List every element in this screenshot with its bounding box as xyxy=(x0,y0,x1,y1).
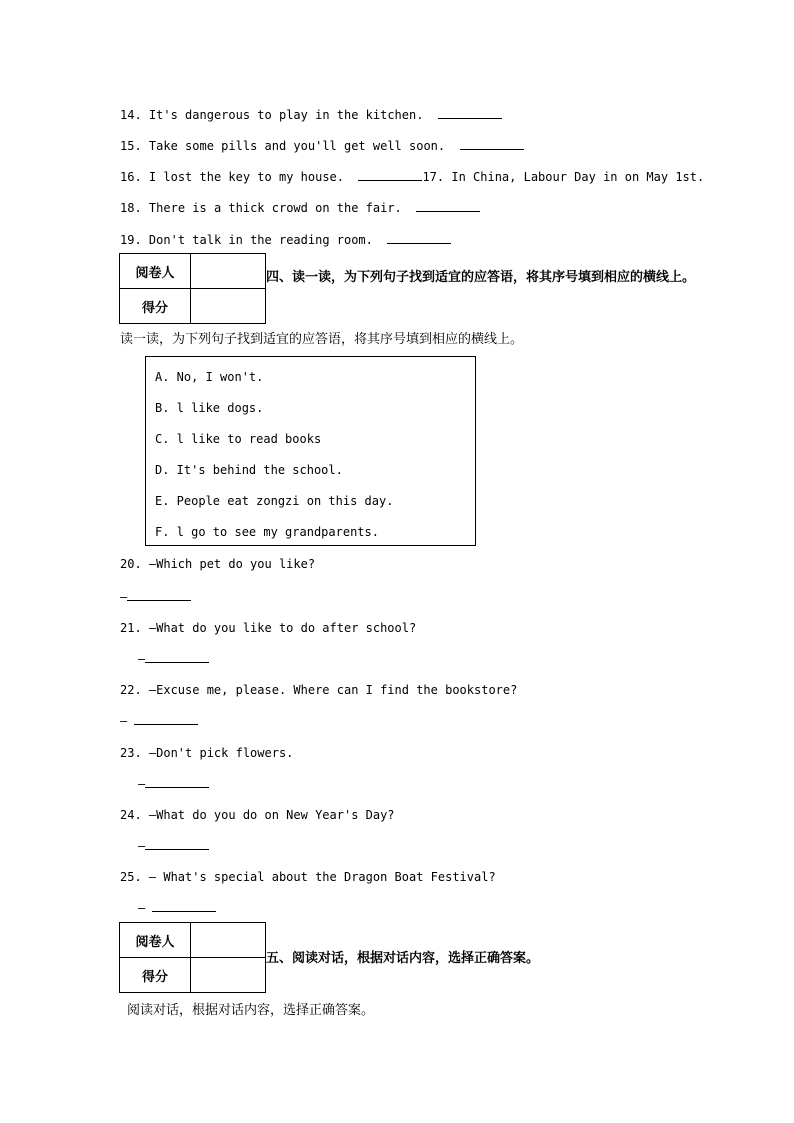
grader-cell[interactable] xyxy=(191,254,266,289)
section-4-title: 四、读一读，为下列句子找到适宜的应答语，将其序号填到相应的横线上。 xyxy=(266,270,696,285)
grader-label: 阅卷人 xyxy=(120,254,191,289)
dialog-21-question: 21. —What do you like to do after school? xyxy=(120,621,417,635)
score-label: 得分 xyxy=(120,958,191,993)
options-box xyxy=(145,356,476,546)
option-f: F. l go to see my grandparents. xyxy=(155,525,379,539)
dialog-21-answer: — xyxy=(138,650,209,667)
dialog-20-answer: — xyxy=(120,588,191,605)
score-cell[interactable] xyxy=(191,958,266,993)
section-5-instruction: 阅读对话，根据对话内容，选择正确答案。 xyxy=(127,1003,375,1018)
answer-blank[interactable] xyxy=(127,588,191,601)
score-table xyxy=(119,253,266,324)
option-d: D. It's behind the school. xyxy=(155,463,343,477)
option-e: E. People eat zongzi on this day. xyxy=(155,494,394,508)
answer-blank[interactable] xyxy=(134,712,198,725)
score-cell[interactable] xyxy=(191,289,266,324)
answer-blank[interactable] xyxy=(145,650,209,663)
answer-blank[interactable] xyxy=(145,775,209,788)
grader-cell[interactable] xyxy=(191,923,266,958)
answer-blank[interactable] xyxy=(358,168,422,181)
question-19: 19. Don't talk in the reading room. xyxy=(120,231,451,248)
dialog-25-question: 25. — What's special about the Dragon Boat Festival? xyxy=(120,870,496,884)
answer-blank[interactable] xyxy=(460,137,524,150)
score-label: 得分 xyxy=(120,289,191,324)
dialog-25-answer: — xyxy=(138,899,216,916)
dialog-23-question: 23. —Don't pick flowers. xyxy=(120,746,294,760)
answer-blank[interactable] xyxy=(145,837,209,850)
section-4-instruction: 读一读，为下列句子找到适宜的应答语，将其序号填到相应的横线上。 xyxy=(120,332,524,347)
question-15: 15. Take some pills and you'll get well soon. xyxy=(120,137,524,154)
answer-blank[interactable] xyxy=(387,231,451,244)
dialog-23-answer: — xyxy=(138,775,209,792)
score-table xyxy=(119,922,266,993)
question-14: 14. It's dangerous to play in the kitchen. xyxy=(120,106,502,123)
question-18: 18. There is a thick crowd on the fair. xyxy=(120,199,480,216)
option-c: C. l like to read books xyxy=(155,432,322,446)
section-5-title: 五、阅读对话，根据对话内容，选择正确答案。 xyxy=(266,951,540,966)
question-17: 17. In China, Labour Day in on May 1st. xyxy=(422,170,705,184)
answer-blank[interactable] xyxy=(152,899,216,912)
dialog-22-question: 22. —Excuse me, please. Where can I find the bookstore? xyxy=(120,683,518,697)
option-a: A. No, I won't. xyxy=(155,370,264,384)
answer-blank[interactable] xyxy=(438,106,502,119)
option-b: B. l like dogs. xyxy=(155,401,264,415)
dialog-24-answer: — xyxy=(138,837,209,854)
dialog-22-answer: — xyxy=(120,712,198,729)
answer-blank[interactable] xyxy=(416,199,480,212)
question-16: 16. I lost the key to my house. 17. In China, Labour Day in on May 1st. xyxy=(120,170,705,184)
dialog-24-question: 24. —What do you do on New Year's Day? xyxy=(120,808,395,822)
grader-label: 阅卷人 xyxy=(120,923,191,958)
dialog-20-question: 20. —Which pet do you like? xyxy=(120,557,316,571)
